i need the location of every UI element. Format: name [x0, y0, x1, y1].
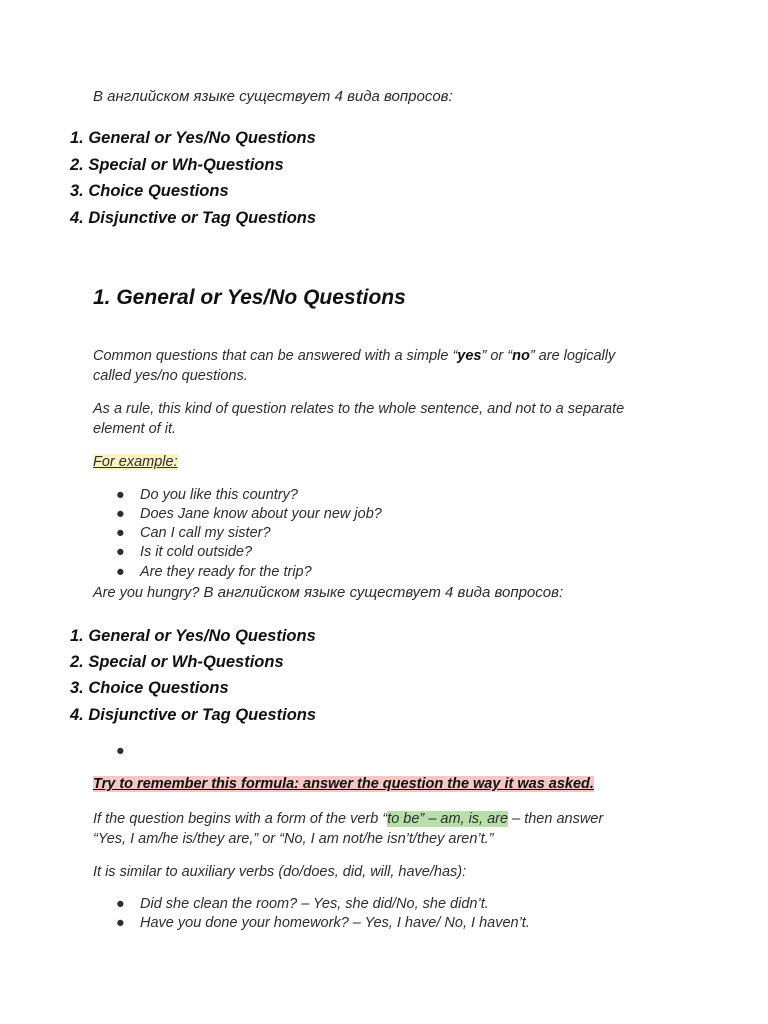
paragraph-text: ” are logically — [529, 348, 616, 364]
bullet-icon: ● — [116, 915, 125, 931]
paragraph-text: Common questions that can be answered with a simple “ — [93, 348, 458, 364]
bullet-icon: ● — [116, 525, 125, 541]
list-item: 4. Disjunctive or Tag Questions — [70, 209, 317, 227]
no-word: no — [512, 348, 530, 364]
to-be-highlight: to be” – am, is, are — [387, 811, 509, 827]
example-text: Are you hungry? — [93, 585, 204, 601]
intro-text: В английском языке существует 4 вида вопросов: — [203, 584, 564, 601]
bullet-icon: ● — [116, 564, 125, 580]
list-item — [116, 544, 252, 560]
paragraph-text: “Yes, I am/he is/they are,” or “No, I am not/he isn’t/they aren’t.” — [93, 831, 494, 847]
empty-list-item — [116, 743, 140, 759]
paragraph-text: If the question begins with a form of the verb “ — [93, 811, 388, 827]
list-item: 2. Special or Wh-Questions — [70, 156, 284, 174]
paragraph — [93, 399, 624, 439]
paragraph-text: element of it. — [93, 421, 177, 437]
example-text: Is it cold outside? — [140, 544, 253, 560]
intro-text: В английском языке существует 4 вида вопросов: — [93, 88, 453, 105]
bullet-icon: ● — [116, 896, 125, 912]
list-item — [116, 915, 530, 931]
list-item: 1. General or Yes/No Questions — [70, 129, 316, 147]
example-text: Do you like this country? — [140, 487, 298, 503]
formula — [93, 774, 594, 794]
bullet-icon: ● — [116, 506, 125, 522]
list-item — [116, 525, 271, 541]
example-text: Does Jane know about your new job? — [140, 506, 382, 522]
paragraph-text: called yes/no questions. — [93, 368, 248, 384]
for-example-highlight: For example: — [93, 454, 178, 470]
paragraph: It is similar to auxiliary verbs (do/does, did, will, have/has): — [93, 864, 467, 880]
paragraph — [93, 809, 603, 849]
for-example-label — [93, 452, 178, 472]
paragraph-text: As a rule, this kind of question relates to the whole sentence, and not to a separate — [93, 401, 625, 417]
bullet-icon: ● — [116, 487, 125, 503]
mixed-line — [93, 583, 563, 603]
paragraph-text: ” or “ — [481, 348, 513, 364]
formula-highlight: Try to remember this formula: answer the question the way it was asked. — [93, 776, 594, 792]
example-text: Are they ready for the trip? — [140, 564, 312, 580]
example-text: Did she clean the room? – Yes, she did/No, she didn’t. — [140, 896, 489, 912]
yes-word: yes — [457, 348, 482, 364]
list-item — [116, 506, 382, 522]
list-item — [116, 487, 298, 503]
list-item: 3. Choice Questions — [70, 679, 229, 697]
example-text: Have you done your homework? – Yes, I have/ No, I haven’t. — [140, 915, 530, 931]
section-heading: 1. General or Yes/No Questions — [93, 286, 406, 309]
list-item: 4. Disjunctive or Tag Questions — [70, 706, 317, 724]
list-item — [116, 896, 489, 912]
bullet-icon: ● — [116, 743, 125, 759]
example-text: Can I call my sister? — [140, 525, 271, 541]
list-item: 1. General or Yes/No Questions — [70, 627, 316, 645]
paragraph — [93, 346, 615, 386]
list-item: 2. Special or Wh-Questions — [70, 653, 284, 671]
list-item — [116, 564, 312, 580]
list-item: 3. Choice Questions — [70, 182, 229, 200]
paragraph-text: – then answer — [508, 811, 604, 827]
bullet-icon: ● — [116, 544, 125, 560]
